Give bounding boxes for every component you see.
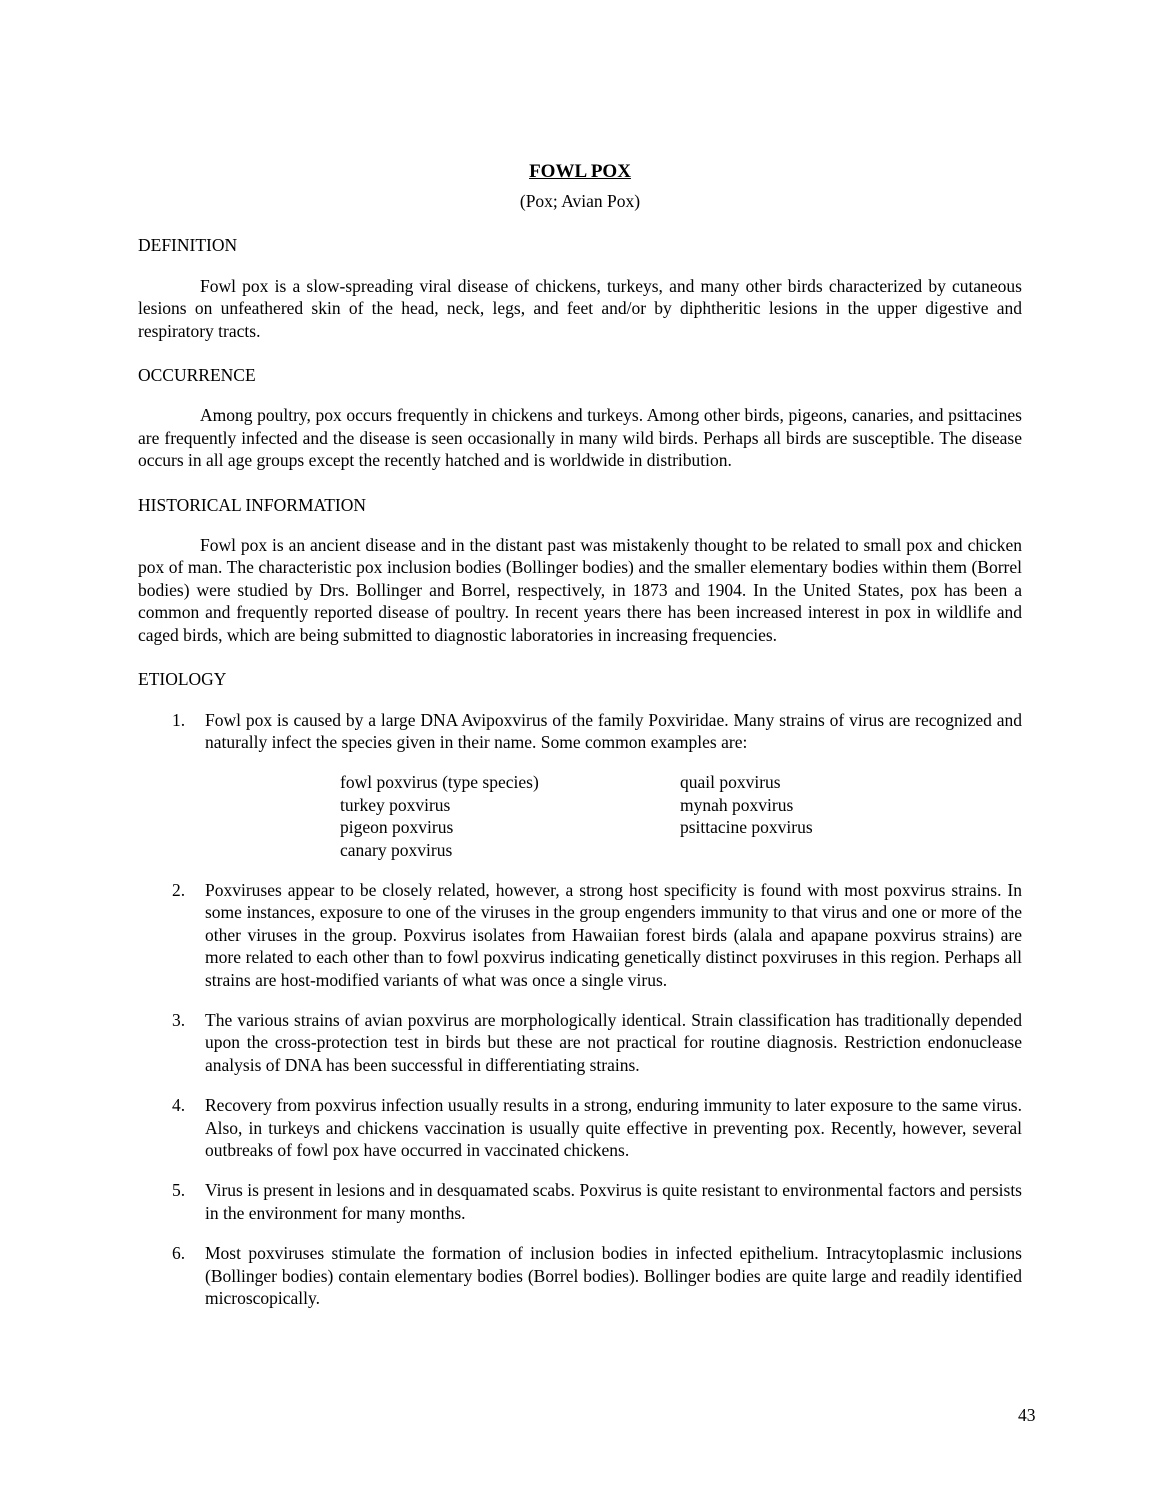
item-number: 2. [172,879,186,900]
section-heading-etiology: ETIOLOGY [138,669,227,690]
document-content [138,160,1022,1309]
virus-name: psittacine poxvirus [680,817,813,838]
item-text: Fowl pox is caused by a large DNA Avipoxvirus of the family Poxviridae. Many strains of virus are recognized and naturally infect the species given in their name. Some common examples are: [205,709,1022,752]
page-number: 43 [1018,1405,1036,1425]
etiology-item-3 [138,1009,1022,1076]
virus-examples-list [138,771,1022,861]
item-number: 5. [172,1180,186,1201]
section-occurrence [138,364,1022,472]
item-number: 1. [172,709,186,730]
item-text: Recovery from poxvirus infection usually results in a strong, enduring immunity to later exposure to the same virus. Also, in turkeys and chickens vaccination is usually quite effective in preventing pox. Recently, however, several outbreaks of fowl pox have occurred in vaccinated chickens. [205,1095,1022,1160]
section-heading-definition: DEFINITION [138,235,238,256]
item-number: 6. [172,1243,186,1264]
occurrence-paragraph: Among poultry, pox occurs frequently in chickens and turkeys. Among other birds, pigeons, canaries, and psittacines are frequently infected and the disease is seen occasionally in many wild birds. Perhaps all birds are susceptible. The disease occurs in all age groups except the recently hatched and is worldwide in distribution. [138,405,1022,471]
section-definition [138,234,1022,342]
etiology-item-5 [138,1179,1022,1224]
item-number: 4. [172,1095,186,1116]
item-text: Virus is present in lesions and in desquamated scabs. Poxvirus is quite resistant to environmental factors and persists in the environment for many months. [205,1180,1022,1223]
historical-information-paragraph: Fowl pox is an ancient disease and in the distant past was mistakenly thought to be related to small pox and chicken pox of man. The characteristic pox inclusion bodies (Bollinger bodies) and the smaller elementary bodies within them (Borrel bodies) were studied by Drs. Bollinger and Borrel, respectively, in 1873 and 1904. In the United States, pox has been a common and frequently reported disease of poultry. In recent years there has been increased interest in pox in wildlife and caged birds, which are being submitted to diagnostic laboratories in increasing frequencies. [138,535,1022,645]
virus-name: canary poxvirus [340,839,453,860]
document-title: FOWL POX [529,161,631,182]
etiology-item-4 [138,1094,1022,1161]
virus-name: turkey poxvirus [340,794,451,815]
item-number: 3. [172,1009,186,1030]
item-text: The various strains of avian poxvirus are morphologically identical. Strain classification has traditionally depended upon the cross-protection test in birds but these are not practical for routine diagnosis. Restriction endonuclease analysis of DNA has been successful in differentiating strains. [205,1009,1022,1075]
etiology-item-2 [138,879,1022,991]
virus-column-left [340,771,680,861]
section-heading-occurrence: OCCURRENCE [138,365,256,386]
section-heading-historical-information: HISTORICAL INFORMATION [138,494,366,515]
etiology-item-6 [138,1242,1022,1309]
section-etiology [138,668,1022,1309]
item-text: Most poxviruses stimulate the formation of inclusion bodies in infected epithelium. Intracytoplasmic inclusions (Bollinger bodies) contain elementary bodies (Borrel bodies). Bollinger bodies are quite large and readily identified microscopically. [205,1243,1022,1309]
etiology-item-1 [138,709,1022,754]
virus-name: quail poxvirus [680,772,781,793]
document-subtitle: (Pox; Avian Pox) [519,191,641,211]
item-text: Poxviruses appear to be closely related, however, a strong host specificity is found with most poxvirus strains. In some instances, exposure to one of the viruses in the group engenders immunity to that virus and one or more of the other viruses in the group. Poxvirus isolates from Hawaiian forest birds (alala and apapane poxvirus strains) are more related to each other than to fowl poxvirus indicating genetically distinct poxviruses in this region. Perhaps all strains are host-modified variants of what was once a single virus. [205,879,1022,990]
virus-name: pigeon poxvirus [340,817,454,838]
definition-paragraph: Fowl pox is a slow-spreading viral disease of chickens, turkeys, and many other birds characterized by cutaneous lesions on unfeathered skin of the head, neck, legs, and feet and/or by diphtheritic lesions in the upper digestive and respiratory tracts. [138,275,1022,341]
virus-column-right [680,771,1022,861]
virus-name: mynah poxvirus [680,794,794,815]
section-historical-information [138,494,1022,646]
virus-name: fowl poxvirus (type species) [340,772,539,793]
